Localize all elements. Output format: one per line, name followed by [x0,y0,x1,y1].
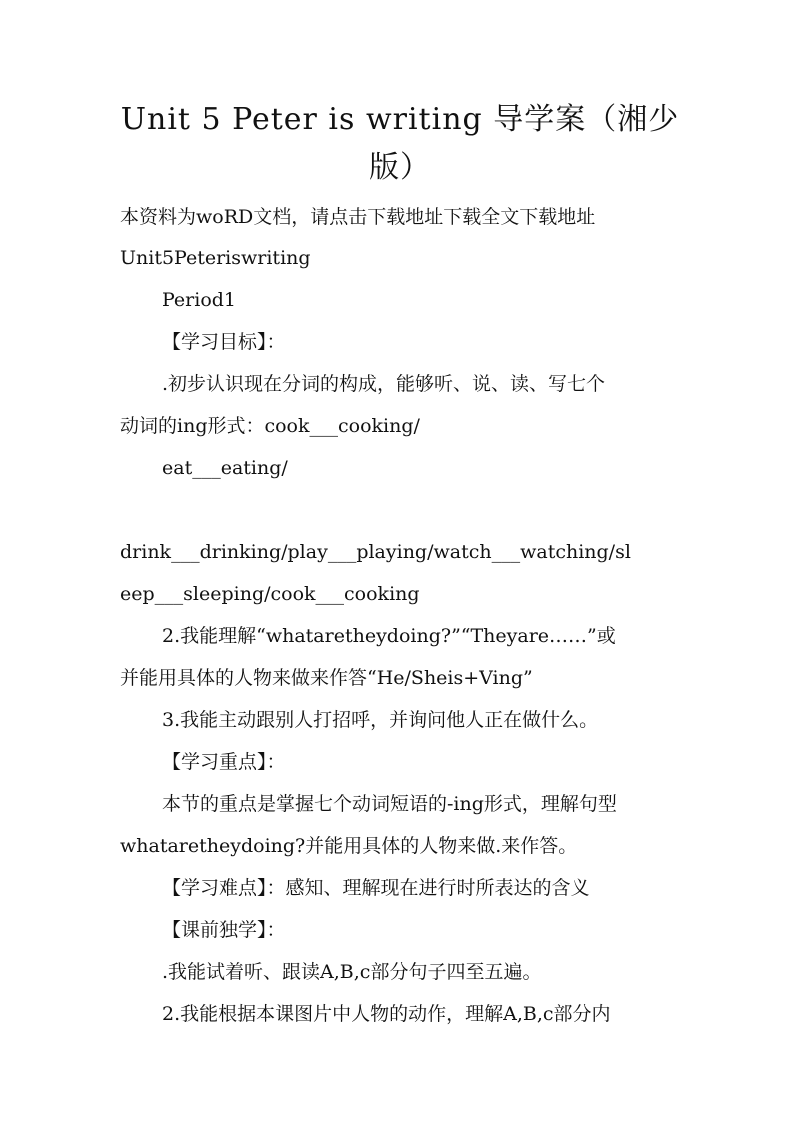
section-heading-difficulties: 【学习难点】：感知、理解现在进行时所表达的含义 [162,877,590,899]
document-title [100,96,700,192]
paragraph-line: eep___sleeping/cook___cooking [120,583,420,605]
paragraph-line: eat___eating/ [162,457,288,479]
paragraph-line: 动词的ing形式：cook___cooking/ [120,415,420,437]
section-heading-pre-study: 【课前独学】： [162,919,286,941]
paragraph-line: whataretheydoing?并能用具体的人物来做.来作答。 [120,835,578,857]
paragraph-line: 并能用具体的人物来做来作答“He/Sheis+Ving” [120,667,533,689]
title-line-1: Unit 5 Peter is writing 导学案（湘少 [120,102,680,137]
paragraph-line: .我能试着听、跟读A,B,c部分句子四至五遍。 [162,961,542,983]
paragraph-line: 3.我能主动跟别人打招呼，并询问他人正在做什么。 [162,709,599,731]
section-heading-key-points: 【学习重点】： [162,751,286,773]
title-line-2: 版） [369,150,431,185]
period-heading: Period1 [162,289,237,311]
intro-line: 本资料为woRD文档，请点击下载地址下载全文下载地址 [120,206,596,228]
paragraph-line: .初步认识现在分词的构成，能够听、说、读、写七个 [162,373,606,395]
paragraph-line: 本节的重点是掌握七个动词短语的-ing形式，理解句型 [162,793,617,815]
unit-heading: Unit5Peteriswriting [120,247,311,269]
paragraph-line: 2.我能根据本课图片中人物的动作，理解A,B,c部分内 [162,1003,611,1025]
section-heading-objectives: 【学习目标】： [162,331,286,353]
paragraph-line: 2.我能理解“whataretheydoing?”“Theyare……”或 [162,625,616,647]
paragraph-line: drink___drinking/play___playing/watch___watching/sl [120,541,631,563]
